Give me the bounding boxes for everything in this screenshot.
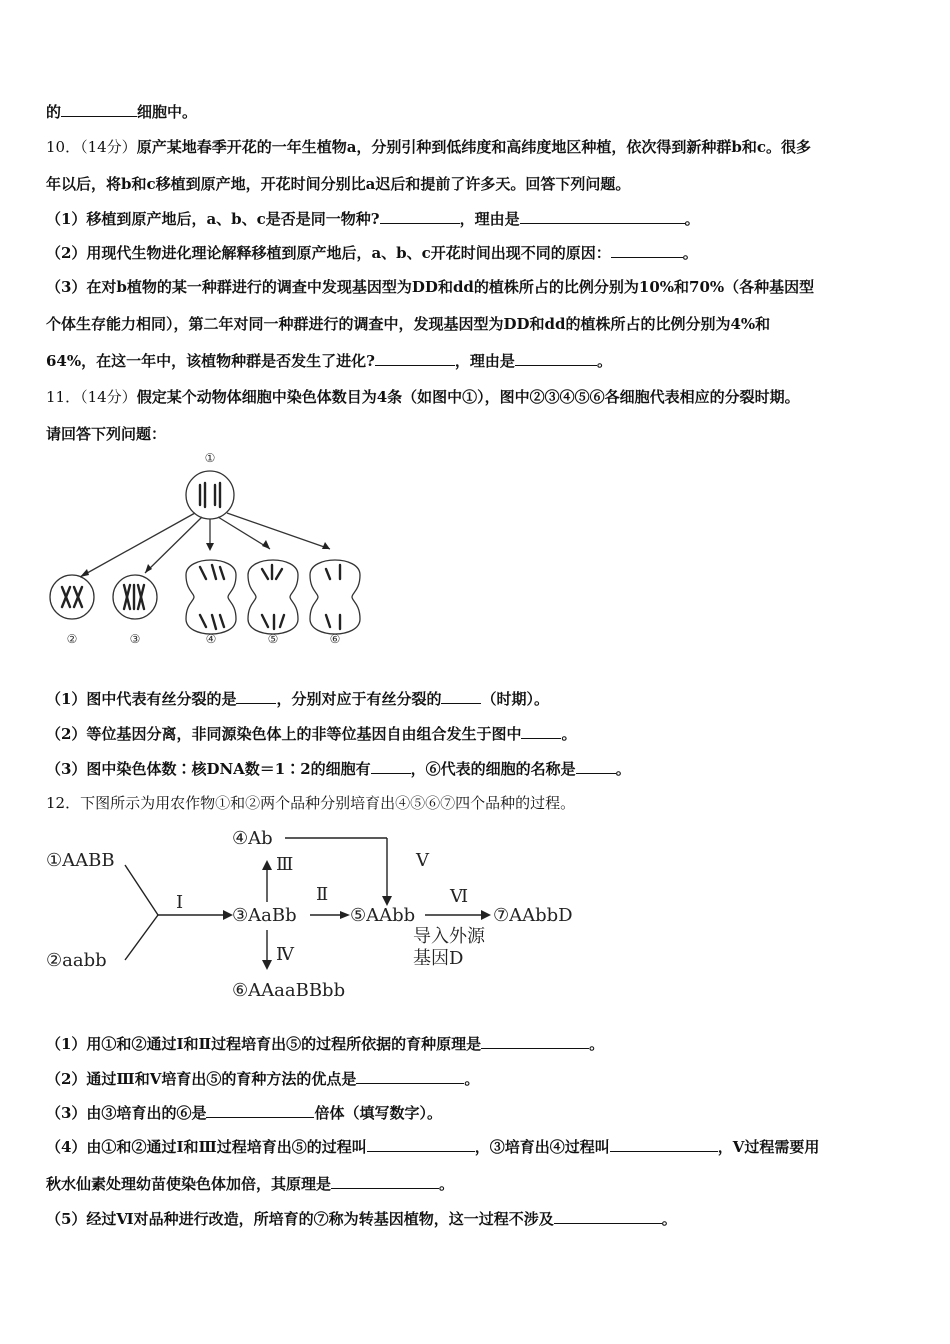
cell-label-4: ④	[205, 632, 217, 646]
q12-part5: （5）经过Ⅵ对品种进行改造，所培育的⑦称为转基因植物，这一过程不涉及 。	[46, 1210, 677, 1228]
cell-label-2: ②	[66, 632, 78, 646]
node-4: ④Ab	[232, 828, 273, 849]
cell-label-1: ①	[204, 451, 216, 465]
node-6: ⑥AAaaBBbb	[232, 980, 346, 1001]
q10-part1: （1）移植到原产地后，a、b、c是否是同一物种? ，理由是 。	[46, 210, 700, 228]
q11-part2: （2）等位基因分离，非同源染色体上的非等位基因自由组合发生于图中 。	[46, 725, 577, 743]
answer-blank[interactable]	[576, 759, 616, 774]
node-1: ①AABB	[46, 850, 115, 871]
question-score: （14分）	[80, 138, 137, 156]
answer-blank[interactable]	[520, 209, 685, 224]
answer-blank[interactable]	[375, 351, 455, 366]
process-VI: Ⅵ	[450, 886, 469, 907]
q12-stem: 12．下图所示为用农作物①和②两个品种分别培育出④⑤⑥⑦四个品种的过程。	[46, 794, 576, 812]
note-line-2: 基因D	[413, 948, 464, 969]
process-IV: Ⅳ	[276, 944, 294, 965]
node-3: ③AaBb	[232, 905, 297, 926]
breeding-diagram	[40, 820, 600, 1010]
q12-part3: （3）由③培育出的⑥是 倍体（填写数字）。	[46, 1104, 442, 1122]
answer-blank[interactable]	[441, 689, 481, 704]
answer-blank[interactable]	[554, 1209, 662, 1224]
answer-blank[interactable]	[380, 209, 460, 224]
process-II: Ⅱ	[316, 884, 329, 905]
q12-part4-line2: 秋水仙素处理幼苗使染色体加倍，其原理是 。	[46, 1175, 455, 1193]
q10-part3-line3: 64%，在这一年中，该植物种群是否发生了进化? ，理由是 。	[46, 352, 612, 370]
answer-blank[interactable]	[236, 689, 276, 704]
question-score: （14分）	[80, 388, 137, 406]
q10-part2: （2）用现代生物进化理论解释移植到原产地后，a、b、c开花时间出现不同的原因： 。	[46, 244, 698, 262]
q10-stem-line1: 10．（14分）原产某地春季开花的一年生植物a，分别引种到低纬度和高纬度地区种植，依次得到新种群b和c。很多	[46, 138, 812, 156]
q10-part3-line1: （3）在对b植物的某一种群进行的调查中发现基因型为DD和dd的植株所占的比例分别为10%和70%（各种基因型	[46, 278, 815, 296]
cell-label-6: ⑥	[329, 632, 341, 646]
node-2: ②aabb	[46, 950, 107, 971]
process-III: Ⅲ	[276, 854, 294, 875]
question-number: 11．	[46, 388, 81, 406]
answer-blank[interactable]	[331, 1174, 439, 1189]
q12-part2: （2）通过Ⅲ和Ⅴ培育出⑤的育种方法的优点是 。	[46, 1070, 480, 1088]
answer-blank[interactable]	[481, 1034, 589, 1049]
cell-division-figure	[40, 445, 380, 655]
question-number: 10．	[46, 138, 81, 156]
cell-1	[186, 471, 234, 519]
q11-stem-line1: 11．（14分）假定某个动物体细胞中染色体数目为4条（如图中①），图中②③④⑤⑥各细胞代表相应的分裂时期。	[46, 388, 800, 406]
q11-part3: （3）图中染色体数∶核DNA数＝1∶2的细胞有 ，⑥代表的细胞的名称是 。	[46, 760, 631, 778]
cell-2	[50, 575, 94, 619]
answer-blank[interactable]	[371, 759, 411, 774]
q12-part4-line1: （4）由①和②通过Ⅰ和Ⅲ过程培育出⑤的过程叫 ，③培育出④过程叫 ，Ⅴ过程需要用	[46, 1138, 820, 1156]
answer-blank[interactable]	[356, 1069, 464, 1084]
node-7: ⑦AAbbD	[493, 905, 573, 926]
cell-4	[186, 560, 236, 634]
q10-stem-line2: 年以后，将b和c移植到原产地，开花时间分别比a迟后和提前了许多天。回答下列问题。	[46, 175, 631, 193]
process-V: Ⅴ	[416, 850, 429, 871]
process-I: Ⅰ	[176, 892, 184, 913]
answer-blank[interactable]	[521, 724, 561, 739]
q12-part1: （1）用①和②通过Ⅰ和Ⅱ过程培育出⑤的过程所依据的育种原理是 。	[46, 1035, 605, 1053]
answer-blank[interactable]	[206, 1103, 314, 1118]
q9-tail-line: 的 细胞中。	[46, 103, 198, 121]
note-line-1: 导入外源	[413, 926, 485, 947]
q11-part1: （1）图中代表有丝分裂的是 ，分别对应于有丝分裂的 （时期）。	[46, 690, 549, 708]
answer-blank[interactable]	[61, 102, 137, 117]
answer-blank[interactable]	[611, 243, 683, 258]
cell-label-3: ③	[129, 632, 141, 646]
answer-blank[interactable]	[367, 1137, 475, 1152]
answer-blank[interactable]	[515, 351, 597, 366]
answer-blank[interactable]	[610, 1137, 718, 1152]
q11-stem-line2: 请回答下列问题：	[46, 425, 167, 443]
cell-label-5: ⑤	[267, 632, 279, 646]
cell-6	[310, 560, 360, 634]
node-5: ⑤AAbb	[350, 905, 416, 926]
q10-part3-line2: 个体生存能力相同），第二年对同一种群进行的调查中，发现基因型为DD和dd的植株所占的比例分别为4%和	[46, 315, 771, 333]
